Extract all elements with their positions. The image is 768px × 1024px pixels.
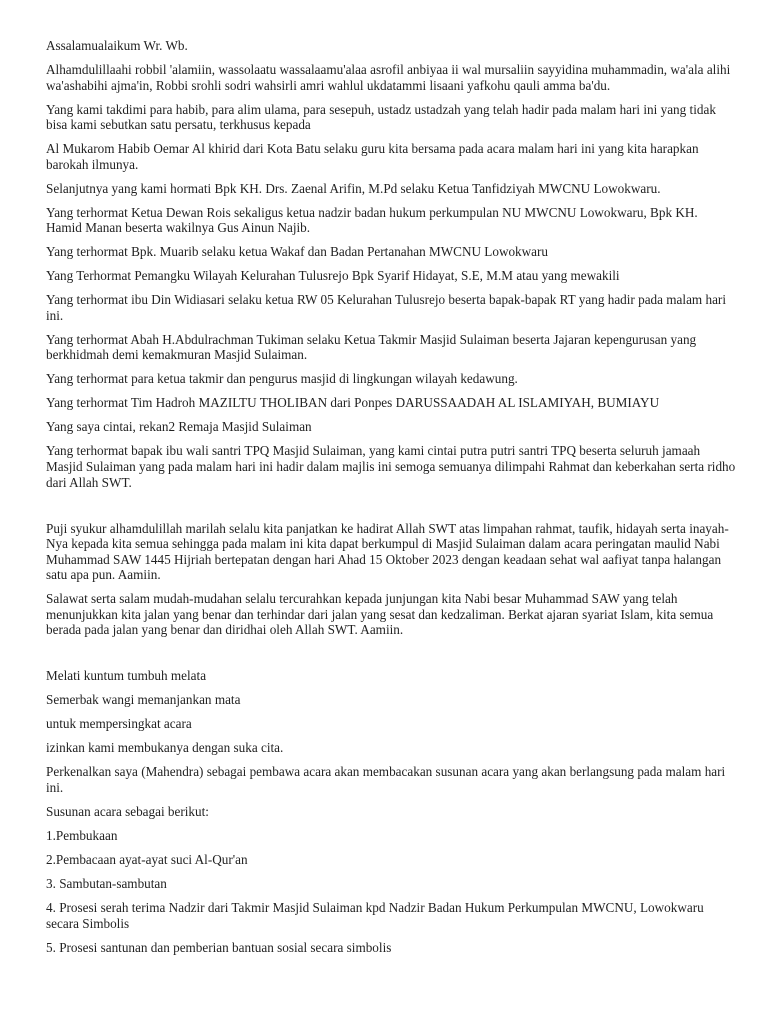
greeting-wali-santri: Yang terhormat bapak ibu wali santri TPQ Masjid Sulaiman, yang kami cintai putra putri santri TPQ beserta seluruh jamaah Masjid Sulaiman yang pada malam hari ini hadir dalam majlis ini semoga semuanya dilimpahi Rahmat dan keberkahan serta ridho dari Allah SWT. <box>46 443 736 490</box>
greeting-hadroh: Yang terhormat Tim Hadroh MAZILTU THOLIBAN dari Ponpes DARUSSAADAH AL ISLAMIYAH, BUMIAYU <box>46 395 660 411</box>
agenda-item: 1.Pembukaan <box>46 827 118 843</box>
agenda-item: 2.Pembacaan ayat-ayat suci Al-Qur'an <box>46 851 248 867</box>
document-body <box>46 38 736 963</box>
greeting-rw: Yang terhormat ibu Din Widiasari selaku ketua RW 05 Kelurahan Tulusrejo beserta bapak-bapak RT yang hadir pada malam hari ini. <box>46 292 726 323</box>
paragraph-gap <box>46 499 736 521</box>
agenda-heading: Susunan acara sebagai berikut: <box>46 803 209 819</box>
greeting-remaja: Yang saya cintai, rekan2 Remaja Masjid Sulaiman <box>46 419 312 435</box>
pantun-line: untuk mempersingkat acara <box>46 716 192 732</box>
pantun-line: Melati kuntum tumbuh melata <box>46 668 207 684</box>
greeting-ketua-takmir: Yang terhormat para ketua takmir dan pengurus masjid di lingkungan wilayah kedawung. <box>46 371 518 387</box>
salutation: Assalamualaikum Wr. Wb. <box>46 38 188 53</box>
puji-syukur: Puji syukur alhamdulillah marilah selalu kita panjatkan ke hadirat Allah SWT atas limpahan rahmat, taufik, hidayah serta inayah-Nya kepada kita semua sehingga pada malam ini kita dapat berkumpul di Masjid Sulaiman dalam acara peringatan maulid Nabi Muhammad SAW 1445 Hijriah bertepatan dengan hari Ahad 15 Oktober 2023 dengan keadaan sehat wal aafiyat tanpa halangan satu apa pun. Aamiin. <box>46 520 729 583</box>
opening-prayer: Alhamdulillaahi robbil 'alamiin, wassolaatu wassalaamu'alaa asrofil anbiyaa ii wal mursaliin sayyidina muhammadin, wa'ala alihi wa'ashabihi ajma'in, Robbi srohli sodri wahsirli amri wahlul ukdatammi lisaani yafkohu qauli amma ba'du. <box>46 61 731 93</box>
agenda-item: 4. Prosesi serah terima Nadzir dari Takmir Masjid Sulaiman kpd Nadzir Badan Hukum Perkumpulan MWCNU, Lowokwaru secara Simbolis <box>46 899 704 931</box>
greeting-habib: Al Mukarom Habib Oemar Al khirid dari Kota Batu selaku guru kita bersama pada acara malam hari ini yang kita harapkan barokah ilmunya. <box>46 141 699 172</box>
paragraph-gap <box>46 646 736 668</box>
greeting-kelurahan: Yang Terhormat Pemangku Wilayah Kelurahan Tulusrejo Bpk Syarif Hidayat, S.E, M.M atau yang mewakili <box>46 268 620 284</box>
greeting-tanfidziyah: Selanjutnya yang kami hormati Bpk KH. Drs. Zaenal Arifin, M.Pd selaku Ketua Tanfidziyah MWCNU Lowokwaru. <box>46 180 661 196</box>
greeting-paragraph: Yang kami takdimi para habib, para alim ulama, para sesepuh, ustadz ustadzah yang telah hadir pada malam hari ini yang tidak bisa kami sebutkan satu persatu, terkhusus kepada <box>46 101 716 133</box>
greeting-wakaf: Yang terhormat Bpk. Muarib selaku ketua Wakaf dan Badan Pertanahan MWCNU Lowokwaru <box>46 244 549 260</box>
greeting-takmir: Yang terhormat Abah H.Abdulrachman Tukiman selaku Ketua Takmir Masjid Sulaiman beserta Jajaran kepengurusan yang berkhidmah demi kemakmuran Masjid Sulaiman. <box>46 331 697 363</box>
agenda-item: 3. Sambutan-sambutan <box>46 875 167 891</box>
pantun-line: Semerbak wangi memanjankan mata <box>46 692 241 708</box>
pantun-line: izinkan kami membukanya dengan suka cita. <box>46 740 284 756</box>
introduction: Perkenalkan saya (Mahendra) sebagai pembawa acara akan membacakan susunan acara yang akan berlangsung pada malam hari ini. <box>46 764 726 795</box>
agenda-item: 5. Prosesi santunan dan pemberian bantuan sosial secara simbolis <box>46 939 392 955</box>
salawat: Salawat serta salam mudah-mudahan selalu tercurahkan kepada junjungan kita Nabi besar Muhammad SAW yang telah menunjukkan kita jalan yang benar dan terhindar dari jalan yang sesat dan kedzaliman. Berkat ajaran syariat Islam, kita semua berada pada jalan yang benar dan diridhai oleh Allah SWT. Aamiin. <box>46 591 714 638</box>
greeting-dewan-rois: Yang terhormat Ketua Dewan Rois sekaligus ketua nadzir badan hukum perkumpulan NU MWCNU Lowokwaru, Bpk KH. Hamid Manan beserta wakilnya Gus Ainun Najib. <box>46 204 698 236</box>
